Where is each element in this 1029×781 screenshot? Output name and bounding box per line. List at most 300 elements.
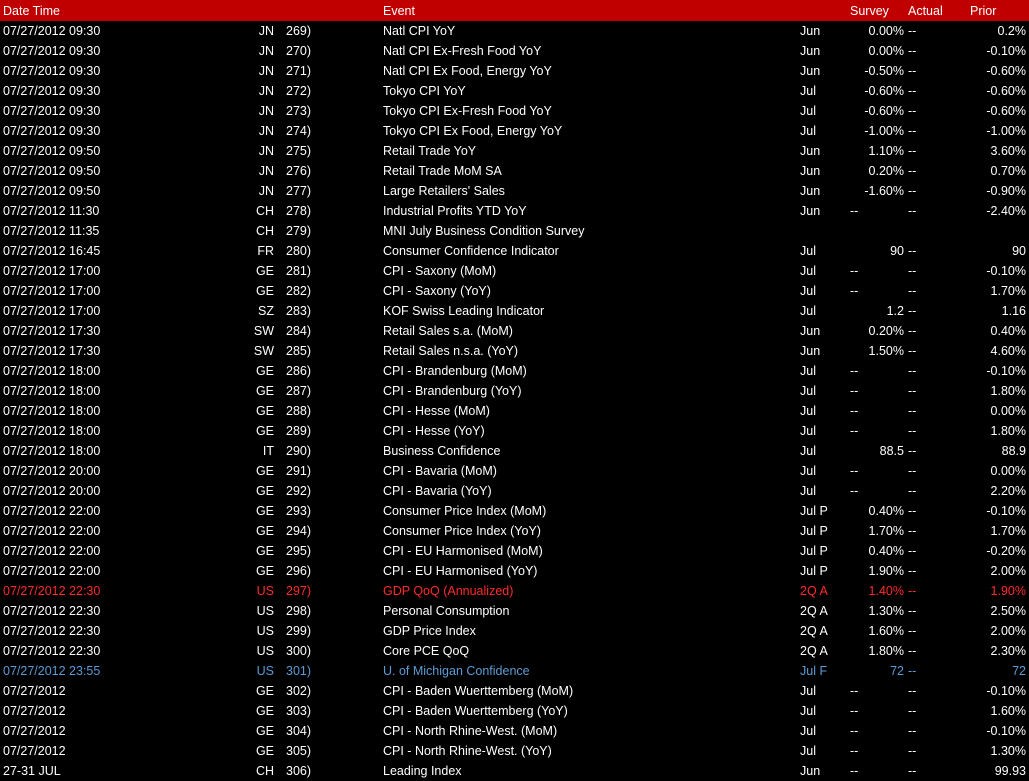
row-datetime: 07/27/2012 22:00	[3, 564, 101, 578]
table-row[interactable]	[0, 601, 1029, 621]
row-number[interactable]: 302)	[286, 684, 312, 698]
row-event[interactable]: Natl CPI Ex Food, Energy YoY	[383, 64, 552, 78]
row-event[interactable]: Retail Sales s.a. (MoM)	[383, 324, 513, 338]
table-row[interactable]	[0, 641, 1029, 661]
row-country: GE	[255, 724, 274, 738]
table-row[interactable]	[0, 481, 1029, 501]
table-row[interactable]	[0, 61, 1029, 81]
row-period: Jul	[800, 724, 816, 738]
row-number[interactable]: 297)	[286, 584, 312, 598]
row-actual: --	[908, 564, 917, 578]
row-country: GE	[255, 424, 274, 438]
row-number[interactable]: 279)	[286, 224, 312, 238]
row-country: SW	[253, 344, 274, 358]
table-row[interactable]	[0, 541, 1029, 561]
row-country: US	[256, 664, 274, 678]
row-country: CH	[255, 204, 274, 218]
table-row[interactable]	[0, 341, 1029, 361]
row-country: JN	[258, 24, 274, 38]
row-number[interactable]: 301)	[286, 664, 312, 678]
table-row[interactable]	[0, 261, 1029, 281]
row-prior: -0.10%	[986, 684, 1026, 698]
table-row[interactable]	[0, 221, 1029, 241]
row-prior: 1.16	[1001, 304, 1026, 318]
row-number[interactable]: 303)	[286, 704, 312, 718]
row-event[interactable]: CPI - Saxony (MoM)	[383, 264, 497, 278]
row-country: JN	[258, 104, 274, 118]
row-actual: --	[908, 764, 917, 778]
table-row[interactable]	[0, 441, 1029, 461]
table-row[interactable]	[0, 201, 1029, 221]
row-prior: 0.2%	[997, 24, 1026, 38]
table-row[interactable]	[0, 21, 1029, 41]
row-period: Jul	[800, 284, 816, 298]
row-number[interactable]: 296)	[286, 564, 312, 578]
row-number[interactable]: 305)	[286, 744, 312, 758]
row-actual: --	[908, 324, 917, 338]
row-number[interactable]: 273)	[286, 104, 312, 118]
row-event[interactable]: Leading Index	[383, 764, 462, 778]
row-survey: --	[850, 384, 859, 398]
row-period: Jul	[800, 124, 816, 138]
row-event[interactable]: Tokyo CPI Ex-Fresh Food YoY	[383, 104, 552, 118]
row-survey: --	[850, 404, 859, 418]
row-prior: 1.90%	[990, 584, 1026, 598]
row-period: Jul	[800, 84, 816, 98]
table-row[interactable]	[0, 581, 1029, 601]
row-prior: -0.60%	[986, 64, 1026, 78]
row-period: Jun	[800, 324, 821, 338]
row-event[interactable]: CPI - Saxony (YoY)	[383, 284, 491, 298]
row-datetime: 07/27/2012 22:00	[3, 544, 101, 558]
row-event[interactable]: GDP Price Index	[383, 624, 476, 638]
row-actual: --	[908, 384, 917, 398]
table-row[interactable]	[0, 421, 1029, 441]
row-period: Jul P	[800, 504, 828, 518]
table-row[interactable]	[0, 521, 1029, 541]
row-prior: 2.50%	[990, 604, 1026, 618]
row-actual: --	[908, 264, 917, 278]
row-datetime: 07/27/2012 09:30	[3, 24, 101, 38]
row-actual: --	[908, 624, 917, 638]
row-country: US	[256, 604, 274, 618]
row-country: JN	[258, 184, 274, 198]
row-number[interactable]: 290)	[286, 444, 312, 458]
table-row[interactable]	[0, 381, 1029, 401]
row-event[interactable]: Natl CPI YoY	[383, 24, 456, 38]
row-datetime: 07/27/2012 17:30	[3, 344, 101, 358]
row-period: 2Q A	[800, 624, 828, 638]
row-actual: --	[908, 244, 917, 258]
table-row[interactable]	[0, 281, 1029, 301]
row-prior: -0.60%	[986, 104, 1026, 118]
row-country: JN	[258, 44, 274, 58]
row-number[interactable]: 284)	[286, 324, 312, 338]
row-event[interactable]: Personal Consumption	[383, 604, 510, 618]
row-prior: 90	[1012, 244, 1026, 258]
row-number[interactable]: 285)	[286, 344, 312, 358]
header-datetime[interactable]: Date Time	[3, 4, 60, 18]
row-event[interactable]: Consumer Price Index (MoM)	[383, 504, 547, 518]
row-country: JN	[258, 144, 274, 158]
row-survey: -0.60%	[864, 104, 904, 118]
row-actual: --	[908, 364, 917, 378]
row-country: GE	[255, 744, 274, 758]
row-event[interactable]: Consumer Price Index (YoY)	[383, 524, 541, 538]
row-actual: --	[908, 184, 917, 198]
row-datetime: 07/27/2012 18:00	[3, 364, 101, 378]
row-prior: 1.80%	[990, 384, 1026, 398]
row-prior: -2.40%	[986, 204, 1026, 218]
row-number[interactable]: 269)	[286, 24, 312, 38]
row-datetime: 07/27/2012	[3, 724, 66, 738]
table-row[interactable]	[0, 501, 1029, 521]
row-period: Jul	[800, 304, 816, 318]
row-actual: --	[908, 144, 917, 158]
row-number[interactable]: 291)	[286, 464, 312, 478]
row-actual: --	[908, 164, 917, 178]
header-event[interactable]: Event	[383, 4, 415, 18]
row-prior: 88.9	[1001, 444, 1026, 458]
row-datetime: 07/27/2012 09:30	[3, 104, 101, 118]
row-datetime: 07/27/2012 22:30	[3, 584, 101, 598]
row-number[interactable]: 277)	[286, 184, 312, 198]
row-datetime: 07/27/2012 09:30	[3, 84, 101, 98]
table-row[interactable]	[0, 181, 1029, 201]
row-number[interactable]: 295)	[286, 544, 312, 558]
row-event[interactable]: CPI - Bavaria (YoY)	[383, 484, 492, 498]
row-number[interactable]: 293)	[286, 504, 312, 518]
row-number[interactable]: 306)	[286, 764, 312, 778]
row-datetime: 07/27/2012 23:55	[3, 664, 101, 678]
row-number[interactable]: 287)	[286, 384, 312, 398]
row-event[interactable]: CPI - Baden Wuerttemberg (MoM)	[383, 684, 574, 698]
row-datetime: 07/27/2012 18:00	[3, 384, 101, 398]
table-row[interactable]	[0, 301, 1029, 321]
row-country: SW	[253, 324, 274, 338]
table-row[interactable]	[0, 241, 1029, 261]
row-survey: 1.90%	[868, 564, 904, 578]
row-period: Jul	[800, 464, 816, 478]
row-survey: 0.40%	[868, 504, 904, 518]
row-survey: 0.00%	[868, 44, 904, 58]
row-prior: 1.70%	[990, 284, 1026, 298]
row-country: GE	[255, 484, 274, 498]
table-row[interactable]	[0, 141, 1029, 161]
table-row[interactable]	[0, 41, 1029, 61]
row-prior: 72	[1012, 664, 1026, 678]
row-event[interactable]: Large Retailers' Sales	[383, 184, 505, 198]
row-event[interactable]: Tokyo CPI Ex Food, Energy YoY	[383, 124, 563, 138]
row-period: Jul	[800, 424, 816, 438]
row-number[interactable]: 299)	[286, 624, 312, 638]
row-prior: -0.20%	[986, 544, 1026, 558]
row-actual: --	[908, 204, 917, 218]
row-prior: -0.60%	[986, 84, 1026, 98]
row-actual: --	[908, 344, 917, 358]
row-number[interactable]: 276)	[286, 164, 312, 178]
row-actual: --	[908, 604, 917, 618]
header-actual[interactable]: Actual	[908, 4, 943, 18]
row-prior: 0.00%	[990, 404, 1026, 418]
row-survey: 0.20%	[868, 324, 904, 338]
row-period: Jul	[800, 484, 816, 498]
row-period: Jul	[800, 444, 816, 458]
row-country: GE	[255, 364, 274, 378]
row-period: Jun	[800, 64, 821, 78]
row-number[interactable]: 280)	[286, 244, 312, 258]
row-number[interactable]: 300)	[286, 644, 312, 658]
row-number[interactable]: 289)	[286, 424, 312, 438]
row-datetime: 07/27/2012 09:50	[3, 164, 101, 178]
table-row[interactable]	[0, 661, 1029, 681]
row-event[interactable]: CPI - EU Harmonised (MoM)	[383, 544, 543, 558]
row-period: Jul	[800, 384, 816, 398]
row-datetime: 07/27/2012 22:30	[3, 624, 101, 638]
row-event[interactable]: U. of Michigan Confidence	[383, 664, 530, 678]
row-prior: 0.00%	[990, 464, 1026, 478]
row-actual: --	[908, 744, 917, 758]
row-actual: --	[908, 664, 917, 678]
row-prior: 99.93	[994, 764, 1026, 778]
row-country: GE	[255, 524, 274, 538]
row-number[interactable]: 292)	[286, 484, 312, 498]
row-period: 2Q A	[800, 604, 828, 618]
row-actual: --	[908, 24, 917, 38]
row-event[interactable]: KOF Swiss Leading Indicator	[383, 304, 545, 318]
row-survey: 1.70%	[868, 524, 904, 538]
row-prior: 2.30%	[990, 644, 1026, 658]
row-survey: --	[850, 204, 859, 218]
row-prior: -0.10%	[986, 364, 1026, 378]
row-number[interactable]: 271)	[286, 64, 312, 78]
row-period: 2Q A	[800, 584, 828, 598]
table-row[interactable]	[0, 161, 1029, 181]
row-prior: -1.00%	[986, 124, 1026, 138]
row-country: IT	[262, 444, 274, 458]
row-datetime: 07/27/2012 17:00	[3, 304, 101, 318]
row-prior: 4.60%	[990, 344, 1026, 358]
row-actual: --	[908, 124, 917, 138]
row-actual: --	[908, 404, 917, 418]
row-event[interactable]: Core PCE QoQ	[383, 644, 470, 658]
row-survey: --	[850, 464, 859, 478]
row-event[interactable]: CPI - Bavaria (MoM)	[383, 464, 497, 478]
row-country: JN	[258, 124, 274, 138]
row-survey: 0.20%	[868, 164, 904, 178]
row-period: Jul	[800, 744, 816, 758]
table-row[interactable]	[0, 621, 1029, 641]
row-country: US	[256, 624, 274, 638]
table-row[interactable]	[0, 741, 1029, 761]
table-row[interactable]	[0, 761, 1029, 781]
row-datetime: 07/27/2012 18:00	[3, 424, 101, 438]
row-datetime: 07/27/2012 17:30	[3, 324, 101, 338]
row-number[interactable]: 282)	[286, 284, 312, 298]
row-datetime: 07/27/2012 16:45	[3, 244, 101, 258]
row-period: Jun	[800, 44, 821, 58]
row-number[interactable]: 274)	[286, 124, 312, 138]
row-survey: 0.40%	[868, 544, 904, 558]
row-period: Jul	[800, 684, 816, 698]
row-country: CH	[255, 764, 274, 778]
table-row[interactable]	[0, 121, 1029, 141]
row-datetime: 07/27/2012 20:00	[3, 484, 101, 498]
row-survey: -0.60%	[864, 84, 904, 98]
row-period: Jun	[800, 204, 821, 218]
row-country: GE	[255, 704, 274, 718]
row-datetime: 07/27/2012	[3, 684, 66, 698]
row-event[interactable]: CPI - Baden Wuerttemberg (YoY)	[383, 704, 568, 718]
row-event[interactable]: GDP QoQ (Annualized)	[383, 584, 514, 598]
row-datetime: 07/27/2012	[3, 744, 66, 758]
row-datetime: 07/27/2012 22:00	[3, 524, 101, 538]
row-prior: 2.20%	[990, 484, 1026, 498]
table-row[interactable]	[0, 361, 1029, 381]
row-event[interactable]: CPI - North Rhine-West. (MoM)	[383, 724, 558, 738]
row-survey: -1.60%	[864, 184, 904, 198]
row-survey: --	[850, 364, 859, 378]
row-survey: --	[850, 744, 859, 758]
row-survey: 1.80%	[868, 644, 904, 658]
row-event[interactable]: CPI - EU Harmonised (YoY)	[383, 564, 538, 578]
row-survey: --	[850, 424, 859, 438]
row-prior: 2.00%	[990, 564, 1026, 578]
table-row[interactable]	[0, 561, 1029, 581]
table-row[interactable]	[0, 321, 1029, 341]
row-event[interactable]: Retail Trade YoY	[383, 144, 477, 158]
row-event[interactable]: CPI - Brandenburg (YoY)	[383, 384, 522, 398]
row-prior: 3.60%	[990, 144, 1026, 158]
row-period: Jul	[800, 404, 816, 418]
row-survey: --	[850, 764, 859, 778]
row-event[interactable]: CPI - Hesse (MoM)	[383, 404, 490, 418]
row-number[interactable]: 281)	[286, 264, 312, 278]
row-country: JN	[258, 164, 274, 178]
row-prior: 0.70%	[990, 164, 1026, 178]
row-event[interactable]: Natl CPI Ex-Fresh Food YoY	[383, 44, 542, 58]
row-number[interactable]: 278)	[286, 204, 312, 218]
row-event[interactable]: Industrial Profits YTD YoY	[383, 204, 527, 218]
table-row[interactable]	[0, 81, 1029, 101]
row-actual: --	[908, 444, 917, 458]
row-period: Jun	[800, 144, 821, 158]
row-survey: --	[850, 484, 859, 498]
row-prior: 1.70%	[990, 524, 1026, 538]
row-period: Jul P	[800, 524, 828, 538]
row-survey: 0.00%	[868, 24, 904, 38]
row-event[interactable]: Business Confidence	[383, 444, 501, 458]
row-event[interactable]: Tokyo CPI YoY	[383, 84, 466, 98]
row-number[interactable]: 298)	[286, 604, 312, 618]
row-event[interactable]: Retail Sales n.s.a. (YoY)	[383, 344, 519, 358]
row-datetime: 07/27/2012 17:00	[3, 284, 101, 298]
row-actual: --	[908, 304, 917, 318]
row-period: Jun	[800, 184, 821, 198]
row-period: Jun	[800, 344, 821, 358]
row-event[interactable]: Retail Trade MoM SA	[383, 164, 502, 178]
row-event[interactable]: MNI July Business Condition Survey	[383, 224, 585, 238]
table-row[interactable]	[0, 681, 1029, 701]
row-survey: 88.5	[879, 444, 904, 458]
row-prior: -0.10%	[986, 504, 1026, 518]
row-country: GE	[255, 684, 274, 698]
row-actual: --	[908, 704, 917, 718]
row-datetime: 07/27/2012 22:00	[3, 504, 101, 518]
row-number[interactable]: 283)	[286, 304, 312, 318]
row-datetime: 07/27/2012 09:50	[3, 144, 101, 158]
row-actual: --	[908, 44, 917, 58]
row-actual: --	[908, 284, 917, 298]
row-number[interactable]: 294)	[286, 524, 312, 538]
row-number[interactable]: 288)	[286, 404, 312, 418]
table-row[interactable]	[0, 401, 1029, 421]
row-period: Jul	[800, 264, 816, 278]
row-actual: --	[908, 524, 917, 538]
row-country: SZ	[258, 304, 274, 318]
row-number[interactable]: 286)	[286, 364, 312, 378]
row-prior: 1.60%	[990, 704, 1026, 718]
row-number[interactable]: 270)	[286, 44, 312, 58]
row-period: Jul P	[800, 564, 828, 578]
row-datetime: 07/27/2012 20:00	[3, 464, 101, 478]
header-prior[interactable]: Prior	[970, 4, 997, 18]
table-row[interactable]	[0, 101, 1029, 121]
row-survey: -0.50%	[864, 64, 904, 78]
table-row[interactable]	[0, 701, 1029, 721]
row-survey: --	[850, 724, 859, 738]
header-survey[interactable]: Survey	[850, 4, 889, 18]
row-event[interactable]: CPI - Hesse (YoY)	[383, 424, 485, 438]
row-event[interactable]: Consumer Confidence Indicator	[383, 244, 559, 258]
row-country: GE	[255, 544, 274, 558]
row-survey: 90	[890, 244, 904, 258]
row-datetime: 07/27/2012 22:30	[3, 644, 101, 658]
table-row[interactable]	[0, 721, 1029, 741]
row-prior: -0.10%	[986, 264, 1026, 278]
row-event[interactable]: CPI - Brandenburg (MoM)	[383, 364, 527, 378]
row-datetime: 07/27/2012 09:30	[3, 124, 101, 138]
row-country: GE	[255, 404, 274, 418]
row-number[interactable]: 304)	[286, 724, 312, 738]
row-actual: --	[908, 424, 917, 438]
row-event[interactable]: CPI - North Rhine-West. (YoY)	[383, 744, 552, 758]
row-survey: 1.10%	[868, 144, 904, 158]
row-country: GE	[255, 384, 274, 398]
row-country: FR	[257, 244, 274, 258]
row-period: Jul	[800, 244, 816, 258]
row-country: JN	[258, 64, 274, 78]
row-number[interactable]: 275)	[286, 144, 312, 158]
row-datetime: 07/27/2012	[3, 704, 66, 718]
row-country: US	[256, 584, 274, 598]
row-datetime: 07/27/2012 18:00	[3, 404, 101, 418]
row-datetime: 07/27/2012 09:30	[3, 44, 101, 58]
row-period: 2Q A	[800, 644, 828, 658]
table-row[interactable]	[0, 461, 1029, 481]
row-number[interactable]: 272)	[286, 84, 312, 98]
table-header	[0, 0, 1029, 21]
row-survey: 1.2	[886, 304, 904, 318]
row-prior: 0.40%	[990, 324, 1026, 338]
row-survey: -1.00%	[864, 124, 904, 138]
row-country: CH	[255, 224, 274, 238]
row-actual: --	[908, 64, 917, 78]
row-actual: --	[908, 464, 917, 478]
row-prior: -0.10%	[986, 44, 1026, 58]
row-survey: --	[850, 284, 859, 298]
row-prior: -0.10%	[986, 724, 1026, 738]
